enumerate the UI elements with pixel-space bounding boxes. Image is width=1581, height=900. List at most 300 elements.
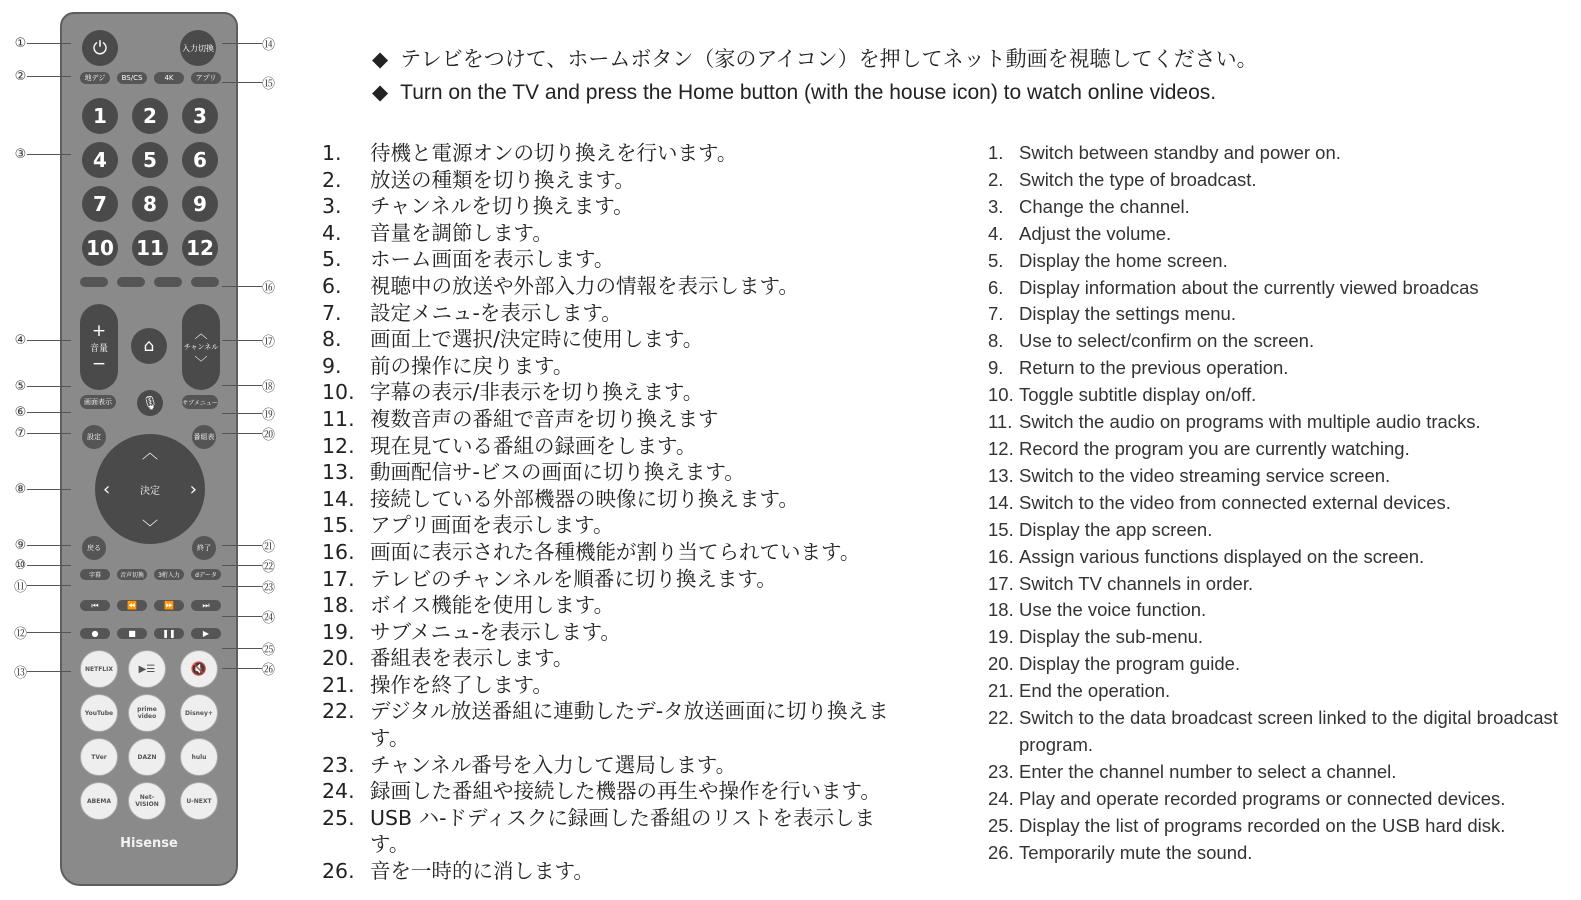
broadcast-terrestrial[interactable]: [80, 72, 110, 84]
skip-back-icon: ⏮: [91, 600, 99, 610]
callout-number: ⑲: [262, 408, 276, 423]
list-item: [988, 221, 1578, 248]
item-number: 24.: [988, 787, 1014, 809]
callout-line: [222, 82, 262, 83]
mute-button[interactable]: 🔇: [180, 650, 218, 688]
callout-right: [222, 642, 276, 658]
ok-label: 決定: [140, 485, 160, 497]
color-button-yellow[interactable]: [191, 277, 219, 287]
audio-label: 音声切換: [119, 572, 144, 579]
back-button[interactable]: [82, 536, 106, 560]
list-item: [988, 786, 1578, 813]
list-item: [322, 645, 922, 672]
color-button-blue[interactable]: [80, 277, 108, 287]
callout-number: ⑳: [262, 428, 276, 443]
number-button[interactable]: 5: [132, 142, 168, 178]
list-item: [988, 651, 1578, 678]
note-text: Turn on the TV and press the Home button (with the house icon) to watch online videos.: [400, 81, 1217, 104]
item-text: デジタル放送番組に連動したデ-タ放送画面に切り換えます。: [370, 699, 889, 751]
note-japanese: [372, 42, 1258, 76]
callout-line: [27, 545, 71, 546]
item-number: 4.: [322, 220, 342, 245]
dpad-down-icon: ﹀: [141, 518, 158, 537]
item-text: USB ハ-ドディスクに録画した番組のリストを表示します。: [370, 805, 875, 857]
item-text: Switch to the data broadcast screen linked to the digital broadcast program.: [1019, 707, 1558, 755]
callout-line: [222, 565, 262, 566]
item-number: 7.: [322, 300, 342, 325]
item-text: ホーム画面を表示します。: [370, 247, 615, 272]
item-number: 3.: [988, 195, 1004, 217]
diamond-bullet-icon: ◆: [372, 47, 389, 71]
item-number: 11.: [988, 411, 1013, 433]
exit-label: 終了: [197, 544, 211, 552]
callout-line: [27, 585, 71, 586]
broadcast-bscs[interactable]: [117, 72, 147, 84]
item-text: 待機と電源オンの切り換えを行います。: [370, 141, 738, 165]
callout-number: ㉕: [262, 643, 276, 658]
callout-left: [14, 334, 71, 347]
channel-rocker[interactable]: [182, 304, 220, 390]
callout-number: ⑩: [14, 558, 27, 573]
callout-number: ⑰: [262, 335, 276, 350]
callout-line: [27, 489, 71, 490]
item-text: チャンネル番号を入力して選局します。: [370, 752, 737, 777]
app-button[interactable]: NETFLIX: [80, 650, 118, 688]
item-number: 17.: [322, 566, 355, 591]
item-number: 24.: [322, 779, 355, 804]
item-number: 2.: [988, 168, 1004, 190]
callout-number: ⑬: [14, 666, 28, 681]
list-item: [322, 300, 922, 327]
list-item: [988, 328, 1578, 355]
callout-left: [14, 406, 71, 419]
item-text: 接続している外部機器の映像に切り換えます。: [370, 486, 799, 511]
digit-label: 3桁入力: [158, 572, 180, 579]
audio-button[interactable]: [117, 569, 147, 580]
callout-line: [27, 386, 71, 387]
list-item: [988, 517, 1578, 544]
item-number: 9.: [988, 357, 1004, 379]
number-button[interactable]: 2: [132, 98, 168, 134]
item-number: 26.: [322, 859, 355, 884]
dpad[interactable]: [95, 434, 205, 544]
app-button[interactable]: DAZN: [128, 738, 166, 776]
number-button[interactable]: 11: [132, 230, 168, 266]
callout-line: [222, 616, 262, 617]
guide-label: 番組表: [193, 433, 215, 441]
item-number: 21.: [322, 672, 355, 697]
intro-notes: [372, 42, 1258, 110]
item-text: Adjust the volume.: [1019, 222, 1172, 244]
item-number: 19.: [988, 626, 1014, 648]
item-text: Record the program you are currently watching.: [1019, 437, 1410, 459]
callout-right: [222, 539, 276, 555]
list-item: [322, 406, 922, 433]
volume-label: 音量: [89, 343, 108, 354]
item-number: 23.: [988, 760, 1014, 782]
record-button[interactable]: [80, 628, 110, 639]
list-item: [322, 193, 922, 220]
rewind-button[interactable]: [117, 600, 147, 611]
list-item: [988, 355, 1578, 382]
item-number: 14.: [988, 491, 1014, 513]
callout-line: [27, 76, 71, 77]
brand-logo: Hisense: [120, 836, 178, 851]
callout-line: [222, 668, 262, 669]
list-item: [988, 759, 1578, 786]
english-function-list: [988, 140, 1578, 866]
list-item: [988, 409, 1578, 436]
callout-line: [222, 586, 262, 587]
info-button[interactable]: [80, 395, 116, 409]
item-number: 19.: [322, 619, 355, 644]
plus-icon: +: [91, 320, 107, 341]
app-button[interactable]: YouTube: [80, 694, 118, 732]
list-item: [988, 194, 1578, 221]
list-item: [322, 486, 922, 513]
callout-line: [222, 648, 262, 649]
item-number: 1.: [988, 142, 1004, 163]
item-number: 11.: [322, 406, 355, 431]
item-text: 画面上で選択/決定時に使用します。: [370, 327, 704, 352]
item-number: 13.: [322, 460, 355, 485]
rewind-icon: ⏪: [127, 601, 137, 610]
chevron-down-icon: ﹀: [194, 356, 208, 371]
item-text: Temporarily mute the sound.: [1019, 841, 1253, 863]
house-icon: ⌂: [143, 336, 155, 356]
subtitle-button[interactable]: [80, 569, 110, 580]
list-item: [322, 140, 922, 167]
callout-number: ⑫: [14, 627, 28, 642]
item-text: アプリ画面を表示します。: [370, 513, 614, 538]
callout-number: ⑱: [262, 380, 276, 395]
item-number: 20.: [988, 653, 1014, 675]
usb-list-button[interactable]: ▶☰: [128, 650, 166, 688]
item-text: テレビのチャンネルを順番に切り換えます。: [370, 566, 777, 591]
pause-icon: ❚❚: [162, 629, 176, 638]
item-number: 17.: [988, 572, 1014, 594]
item-text: 画面に表示された各種機能が割り当てられています。: [370, 539, 861, 564]
item-number: 18.: [988, 599, 1014, 621]
item-text: Change the channel.: [1019, 195, 1190, 217]
minus-icon: −: [91, 353, 107, 374]
data-button[interactable]: [191, 569, 221, 580]
app-button[interactable]: Disney+: [180, 694, 218, 732]
callout-number: ㉓: [262, 581, 276, 596]
input-button[interactable]: [180, 30, 216, 66]
item-number: 25.: [988, 814, 1014, 836]
apps-button[interactable]: [191, 72, 221, 84]
item-number: 22.: [322, 699, 355, 724]
item-text: Display information about the currently viewed broadcas: [1019, 276, 1479, 298]
item-number: 25.: [322, 805, 355, 830]
list-item: [988, 490, 1578, 517]
dpad-left-icon: ‹: [103, 478, 111, 500]
list-item: [322, 566, 922, 593]
item-number: 4.: [988, 222, 1004, 244]
list-item: [988, 571, 1578, 598]
note-english: [372, 76, 1258, 110]
chevron-up-icon: ︿: [194, 327, 208, 342]
item-text: 設定メニュ-を表示します。: [370, 300, 622, 325]
dpad-up-icon: ︿: [141, 443, 158, 462]
callout-left: [14, 427, 71, 440]
item-text: 番組表を表示します。: [370, 646, 574, 671]
volume-rocker[interactable]: [80, 304, 118, 390]
digit-input-button[interactable]: [154, 569, 184, 580]
item-text: Display the home screen.: [1019, 249, 1228, 271]
callout-line: [27, 671, 71, 672]
guide-button[interactable]: [192, 425, 216, 449]
item-text: Toggle subtitle display on/off.: [1019, 384, 1257, 406]
item-number: 20.: [322, 646, 355, 671]
callout-line: [27, 340, 71, 341]
callout-number: ⑦: [14, 426, 27, 441]
callout-left: [14, 579, 71, 595]
item-text: Play and operate recorded programs or connected devices.: [1019, 787, 1506, 809]
skip-forward-button[interactable]: [191, 600, 221, 611]
stop-button[interactable]: [117, 628, 147, 639]
app-button[interactable]: prime video: [128, 694, 166, 732]
list-item: [322, 379, 922, 406]
callout-line: [222, 340, 262, 341]
list-item: [322, 592, 922, 619]
item-number: 15.: [322, 513, 355, 538]
item-number: 18.: [322, 593, 355, 618]
callout-right: [222, 407, 276, 423]
callout-number: ⑤: [14, 379, 27, 394]
dpad-right-icon: ›: [189, 478, 197, 500]
item-text: Display the program guide.: [1019, 653, 1241, 675]
callout-number: ⑪: [14, 580, 28, 595]
callout-number: ③: [14, 147, 27, 162]
list-item: [988, 624, 1578, 651]
callout-line: [222, 545, 262, 546]
item-text: 音を一時的に消します。: [370, 859, 594, 884]
number-button[interactable]: 9: [182, 186, 218, 222]
skip-forward-icon: ⏭: [202, 600, 210, 610]
item-number: 6.: [322, 273, 342, 298]
item-text: 録画した番組や接続した機器の再生や操作を行います。: [370, 779, 881, 804]
skip-back-button[interactable]: [80, 600, 110, 611]
broadcast-4k[interactable]: [154, 72, 184, 84]
item-text: Assign various functions displayed on the screen.: [1019, 545, 1425, 567]
input-label: 入力切換: [182, 43, 214, 53]
callout-line: [222, 385, 262, 386]
submenu-label: サブメニュー: [182, 399, 218, 407]
item-text: 音量を調節します。: [370, 220, 553, 245]
back-label: 戻る: [87, 544, 101, 552]
item-number: 16.: [988, 545, 1014, 567]
item-number: 15.: [988, 518, 1014, 540]
app-button[interactable]: hulu: [180, 738, 218, 776]
list-item: [322, 326, 922, 353]
list-item: [988, 382, 1578, 409]
item-number: 12.: [322, 433, 355, 458]
item-number: 21.: [988, 680, 1014, 702]
data-label: dデータ: [195, 572, 217, 579]
item-text: 前の操作に戻ります。: [370, 353, 574, 378]
play-button[interactable]: [191, 628, 221, 639]
item-text: 放送の種類を切り換えます。: [370, 167, 635, 192]
callout-number: ㉒: [262, 560, 276, 575]
app-button[interactable]: ABEMA: [80, 782, 118, 820]
list-item: [988, 678, 1578, 705]
callout-right: [222, 379, 276, 395]
callout-number: ⑧: [14, 482, 27, 497]
callout-left: [14, 148, 71, 161]
item-number: 5.: [322, 247, 342, 272]
item-number: 7.: [988, 303, 1004, 325]
callout-line: [222, 286, 262, 287]
list-item: [322, 672, 922, 699]
callout-line: [27, 154, 71, 155]
number-button[interactable]: 3: [182, 98, 218, 134]
item-number: 8.: [322, 327, 342, 352]
list-item: [988, 248, 1578, 275]
item-text: Switch TV channels in order.: [1019, 572, 1254, 594]
list-item: [322, 805, 922, 858]
list-item: [322, 167, 922, 194]
callout-left: [14, 539, 71, 552]
item-number: 2.: [322, 167, 342, 192]
callout-right: [222, 280, 276, 296]
broadcast-label: アプリ: [195, 74, 217, 82]
settings-button[interactable]: [82, 425, 106, 449]
channel-label: チャンネル: [183, 343, 219, 351]
item-text: Display the settings menu.: [1019, 303, 1236, 325]
callout-number: ⑭: [262, 38, 276, 53]
color-button-red[interactable]: [117, 277, 145, 287]
fast-forward-button[interactable]: [154, 600, 184, 611]
number-button[interactable]: 6: [182, 142, 218, 178]
broadcast-label: 4K: [164, 74, 174, 82]
callout-left: [14, 380, 71, 393]
item-number: 3.: [322, 194, 342, 219]
item-number: 10.: [988, 384, 1014, 406]
japanese-function-list: [322, 140, 922, 885]
list-item: [988, 167, 1578, 194]
callout-left: [14, 559, 71, 572]
item-text: 複数音声の番組で音声を切り換えます: [370, 406, 719, 431]
list-item: [322, 698, 922, 751]
item-number: 13.: [988, 464, 1014, 486]
note-text: テレビをつけて、ホームボタン（家のアイコン）を押してネット動画を視聴してください。: [400, 47, 1258, 71]
item-text: Display the app screen.: [1019, 518, 1213, 540]
item-text: End the operation.: [1019, 680, 1171, 702]
number-button[interactable]: 10: [82, 230, 118, 266]
item-number: 10.: [322, 380, 355, 405]
item-text: Switch the audio on programs with multiple audio tracks.: [1019, 411, 1481, 433]
app-button[interactable]: Net-VISION: [128, 782, 166, 820]
broadcast-label: 地デジ: [84, 74, 106, 82]
callout-line: [27, 412, 71, 413]
pause-button[interactable]: [154, 628, 184, 639]
app-button[interactable]: U-NEXT: [180, 782, 218, 820]
number-button[interactable]: 12: [182, 230, 218, 266]
item-text: 現在見ている番組の録画をします。: [370, 433, 697, 458]
voice-button[interactable]: [137, 390, 163, 416]
callout-right: [222, 37, 276, 53]
callout-number: ㉔: [262, 611, 276, 626]
home-button[interactable]: [131, 328, 167, 364]
fast-forward-icon: ⏩: [164, 601, 174, 610]
subtitle-label: 字幕: [88, 572, 101, 579]
list-item: [322, 246, 922, 273]
item-text: 字幕の表示/非表示を切り換えます。: [370, 380, 704, 405]
item-text: 動画配信サ-ビスの画面に切り換えます。: [370, 460, 745, 485]
item-text: チャンネルを切り換えます。: [370, 194, 634, 219]
item-text: Switch to the video streaming service screen.: [1019, 464, 1391, 486]
callout-left: [14, 665, 71, 681]
submenu-button[interactable]: [182, 395, 218, 409]
item-text: Display the list of programs recorded on the USB hard disk.: [1019, 814, 1506, 836]
item-text: Return to the previous operation.: [1019, 357, 1289, 379]
item-text: ボイス機能を使用します。: [370, 593, 615, 618]
power-button[interactable]: [82, 30, 118, 66]
list-item: [988, 705, 1578, 759]
item-number: 5.: [988, 249, 1004, 271]
color-button-green[interactable]: [154, 277, 182, 287]
remote-illustration: [0, 0, 310, 900]
item-number: 22.: [988, 707, 1014, 729]
list-item: [322, 752, 922, 779]
item-text: Switch between standby and power on.: [1019, 142, 1341, 163]
callout-number: ②: [14, 69, 27, 84]
list-item: [322, 778, 922, 805]
callout-line: [222, 43, 262, 44]
callout-number: ④: [14, 333, 27, 348]
list-item: [988, 140, 1578, 167]
callout-right: [222, 76, 276, 92]
callout-number: ⑯: [262, 281, 276, 296]
callout-line: [27, 433, 71, 434]
item-text: Switch to the video from connected external devices.: [1019, 491, 1451, 513]
list-item: [322, 273, 922, 300]
list-item: [322, 858, 922, 885]
callout-number: ①: [14, 36, 27, 51]
info-label: 画面表示: [84, 398, 112, 406]
item-number: 8.: [988, 330, 1004, 352]
app-button[interactable]: TVer: [80, 738, 118, 776]
exit-button[interactable]: [192, 536, 216, 560]
callout-right: [222, 580, 276, 596]
number-button[interactable]: 1: [82, 98, 118, 134]
callout-right: [222, 334, 276, 350]
item-text: Use the voice function.: [1019, 599, 1207, 621]
list-item: [988, 301, 1578, 328]
callout-left: [14, 70, 71, 83]
list-item: [322, 433, 922, 460]
callout-right: [222, 427, 276, 443]
item-number: 1.: [322, 141, 342, 165]
callout-number: ⑥: [14, 405, 27, 420]
list-item: [988, 436, 1578, 463]
callout-line: [222, 413, 262, 414]
callout-number: ⑮: [262, 77, 276, 92]
list-item: [988, 544, 1578, 571]
item-text: 視聴中の放送や外部入力の情報を表示します。: [370, 273, 799, 298]
callout-line: [27, 43, 71, 44]
number-button[interactable]: 4: [82, 142, 118, 178]
callout-line: [27, 632, 71, 633]
callout-right: [222, 610, 276, 626]
stop-icon: ■: [128, 629, 136, 638]
callout-left: [14, 626, 71, 642]
callout-line: [222, 433, 262, 434]
number-button[interactable]: 8: [132, 186, 168, 222]
number-button[interactable]: 7: [82, 186, 118, 222]
